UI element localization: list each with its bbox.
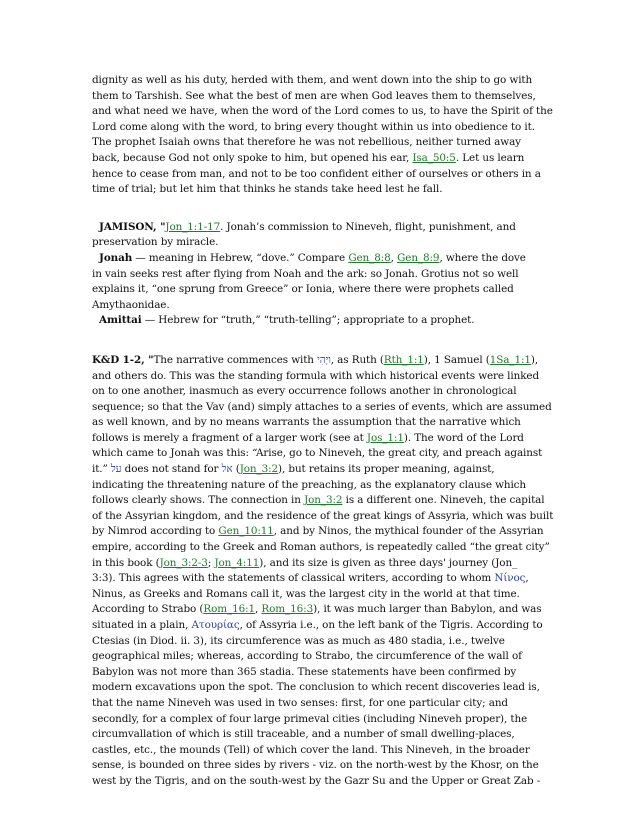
text-line: indicating the threatening nature of the preaching, as the explanatory clause which bbox=[92, 478, 526, 491]
original-language-word: ויְהִי bbox=[317, 353, 331, 366]
scripture-link[interactable]: Isa_50:5 bbox=[412, 151, 456, 164]
text-line: preservation by miracle. bbox=[92, 236, 219, 249]
scripture-link[interactable]: Gen_8:9 bbox=[397, 251, 440, 264]
original-language-word: על bbox=[110, 463, 122, 476]
scripture-link[interactable]: Jos_1:1 bbox=[366, 431, 404, 444]
text-line: which came to Jonah was this: “Arise, go to Nineveh, the great city, and preach against bbox=[92, 447, 543, 460]
text-line: castles, etc., the mounds (Tell) of which cover the land. This Nineveh, in the broader bbox=[92, 743, 530, 756]
text-line: and others do. This was the standing formula with which historical events were linked bbox=[92, 369, 540, 382]
scripture-link[interactable]: Rom_16:1 bbox=[203, 603, 256, 616]
text-line: 3:3). This agrees with the statements of classical writers, according to whom Νίνος, bbox=[92, 572, 529, 585]
original-language-word: Νίνος bbox=[494, 572, 526, 585]
text-line: time of trial; but let him that thinks he stands take heed lest he fall. bbox=[92, 183, 443, 196]
kd-section bbox=[92, 353, 554, 790]
text-line: explains it, “one sprung from Greece” or Ionia, where there were prophets called bbox=[92, 283, 514, 296]
text-line: by Nimrod according to Gen_10:11, and by Ninos, the mythical founder of the Assyrian bbox=[92, 525, 544, 538]
jonah-entry-line: Jonah — meaning in Hebrew, “dove.” Compare Gen_8:8, Gen_8:9, where the dove bbox=[99, 251, 526, 264]
scripture-link[interactable]: Jon_3:2-3 bbox=[159, 556, 208, 569]
scripture-link[interactable]: Jon_3:2 bbox=[304, 494, 343, 507]
jamison-section bbox=[92, 220, 548, 329]
henry-paragraph bbox=[92, 73, 553, 198]
text-line: Babylon was not more than 365 stadia. These statements have been confirmed by bbox=[92, 665, 517, 678]
text-line: sequence; so that the Vav (and) simply attaches to a series of events, which are assumed bbox=[92, 400, 552, 413]
scripture-link[interactable]: Gen_10:11 bbox=[218, 525, 274, 538]
text-line: on to one another, inasmuch as every occurrence follows another in chronological bbox=[92, 385, 517, 398]
text-line: Ninus, as Greeks and Romans call it, was the largest city in the world at that time. bbox=[92, 587, 520, 600]
scripture-link[interactable]: Gen_8:8 bbox=[348, 251, 391, 264]
text-line: it.” על does not stand for אל (Jon_3:2), but retains its proper meaning, against, bbox=[92, 463, 495, 476]
text-line: follows clearly shows. The connection in Jon_3:2 is a different one. Nineveh, the capital bbox=[92, 494, 545, 507]
document-page bbox=[92, 73, 554, 790]
scripture-link[interactable]: Rth_1:1 bbox=[383, 353, 424, 366]
text-line: empire, according to the Greek and Roman authors, is repeatedly called “the great city” bbox=[92, 541, 550, 554]
text-line: as well known, and by no means warrants the assumption that the narrative which bbox=[92, 416, 521, 429]
text-line: follows is merely a fragment of a larger work (see at Jos_1:1). The word of the Lord bbox=[92, 431, 524, 444]
text-line: The prophet Isaiah owns that therefore he was not rebellious, neither turned away bbox=[92, 136, 521, 149]
scripture-link[interactable]: Jon_3:2 bbox=[239, 463, 279, 476]
amittai-entry-line: Amittai — Hebrew for “truth,” “truth-telling”; appropriate to a prophet. bbox=[99, 314, 475, 327]
text-line: and what need we have, when the word of the Lord comes to us, to have the Spirit of the bbox=[92, 105, 553, 118]
text-line: back, because God not only spoke to him, but opened his ear, Isa_50:5. Let us learn bbox=[92, 151, 525, 164]
text-line: circumvallation of which is still traceable, and a number of small dwelling-places, bbox=[92, 728, 515, 741]
text-line: dignity as well as his duty, herded with them, and went down into the ship to go with bbox=[92, 74, 533, 86]
text-line: According to Strabo (Rom_16:1, Rom_16:3), it was much larger than Babylon, and was bbox=[92, 603, 542, 616]
scripture-link[interactable]: 1Sa_1:1 bbox=[489, 353, 531, 366]
text-line: situated in a plain, Ατουρίας, of Assyria i.e., on the left bank of the Tigris. According to bbox=[92, 619, 543, 631]
text-line: in vain seeks rest after flying from Noah and the ark: so Jonah. Grotius not so well bbox=[92, 267, 519, 280]
text-line: them to Tarshish. See what the best of men are when God leaves them to themselves, bbox=[92, 89, 536, 102]
text-line: Amythaonidae. bbox=[92, 298, 170, 311]
jamison-heading-line: JAMISON, "Jon_1:1-17. Jonah’s commission to Nineveh, flight, punishment, and bbox=[99, 220, 516, 233]
text-line: secondly, for a complex of four large primeval cities (including Nineveh proper), the bbox=[92, 712, 528, 725]
scripture-link[interactable]: Rom_16:3 bbox=[261, 603, 314, 616]
text-line: Lord come along with the word, to bring every thought within us into obedience to it. bbox=[92, 120, 535, 133]
text-line: hence to cease from man, and not to be too confident either of ourselves or others in a bbox=[92, 167, 541, 180]
scripture-link[interactable]: Jon_1:1-17 bbox=[165, 220, 221, 233]
scripture-link[interactable]: Jon_4:11 bbox=[214, 556, 260, 569]
text-line: geographical miles; whereas, according to Strabo, the circumference of the wall of bbox=[92, 650, 522, 663]
text-line: in this book (Jon_3:2-3; Jon_4:11), and its size is given as three days' journey (Jon_ bbox=[92, 556, 518, 569]
text-line: of the Assyrian kingdom, and the residence of the great kings of Assyria, which was built bbox=[92, 509, 554, 522]
original-language-word: אל bbox=[221, 463, 233, 476]
original-language-word: Ατουρίας bbox=[191, 619, 240, 631]
text-line: sense, is bounded on three sides by rivers - viz. on the north-west by the Khosr, on the bbox=[92, 759, 539, 772]
text-line: Ctesias (in Diod. ii. 3), its circumference was as much as 480 stadia, i.e., twelve bbox=[92, 634, 505, 647]
text-line: modern excavations upon the spot. The conclusion to which recent discoveries lead is, bbox=[92, 681, 540, 694]
kd-heading-line: K&D 1-2, "The narrative commences with ויְהִי, as Ruth (Rth_1:1), 1 Samuel (1Sa_1:1), bbox=[92, 353, 539, 366]
text-line: that the name Nineveh was used in two senses: first, for one particular city; and bbox=[92, 696, 508, 709]
text-line: west by the Tigris, and on the south-west by the Gazr Su and the Upper or Great Zab - bbox=[92, 774, 541, 787]
